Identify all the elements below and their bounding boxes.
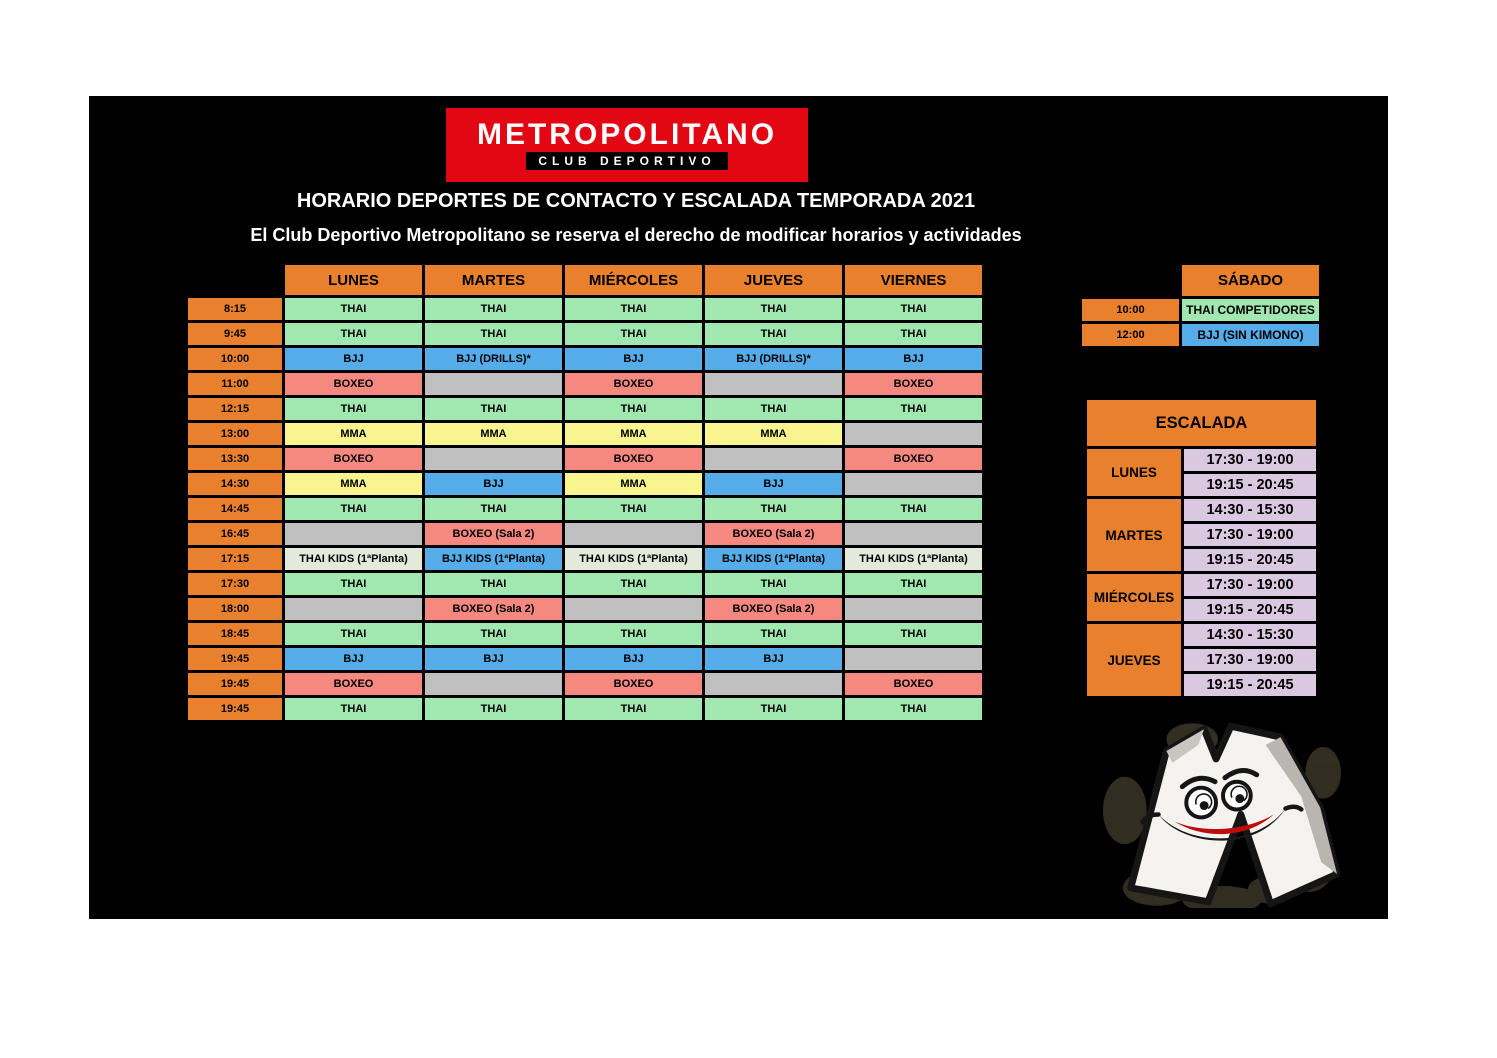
activity-cell-thai: THAI [705, 573, 842, 595]
time-cell-1000: 10:00 [1082, 299, 1179, 321]
time-cell-2: 10:00 [188, 348, 282, 370]
activity-cell-empty [285, 523, 422, 545]
activity-cell-thai: THAI [425, 298, 562, 320]
time-cell-8: 14:45 [188, 498, 282, 520]
activity-cell-thai: THAI [845, 398, 982, 420]
club-logo [446, 108, 808, 182]
time-cell-4: 12:15 [188, 398, 282, 420]
activity-cell-thaikids1planta: THAI KIDS (1ªPlanta) [565, 548, 702, 570]
activity-cell-empty [845, 598, 982, 620]
activity-cell-boxeo: BOXEO [565, 673, 702, 695]
activity-cell-mma: MMA [565, 473, 702, 495]
activity-cell-boxeo: BOXEO [285, 373, 422, 395]
club-logo-brand: METROPOLITANO [476, 118, 778, 151]
climbing-slot-cell: 19:15 - 20:45 [1184, 474, 1316, 496]
time-cell-12: 18:00 [188, 598, 282, 620]
activity-cell-thai: THAI [425, 698, 562, 720]
activity-cell-empty [285, 598, 422, 620]
activity-cell-empty [425, 373, 562, 395]
time-cell-10: 17:15 [188, 548, 282, 570]
time-cell-7: 14:30 [188, 473, 282, 495]
activity-cell-thai: THAI [285, 498, 422, 520]
activity-cell-mma: MMA [285, 473, 422, 495]
activity-cell-boxeo: BOXEO [565, 373, 702, 395]
climbing-day-miercoles: MIÉRCOLES [1087, 574, 1181, 621]
climbing-slot-cell: 19:15 - 20:45 [1184, 549, 1316, 571]
time-cell-13: 18:45 [188, 623, 282, 645]
activity-cell-thai: THAI [565, 398, 702, 420]
activity-cell-thai: THAI [705, 698, 842, 720]
club-mascot-m-icon [1097, 713, 1345, 908]
activity-cell-mma: MMA [285, 423, 422, 445]
activity-cell-thaicompetidores: THAI COMPETIDORES [1182, 299, 1319, 321]
climbing-header: ESCALADA [1087, 400, 1316, 446]
climbing-slot-cell: 14:30 - 15:30 [1184, 624, 1316, 646]
activity-cell-bjj: BJJ [845, 348, 982, 370]
activity-cell-thai: THAI [565, 298, 702, 320]
activity-cell-bjjkids1planta: BJJ KIDS (1ªPlanta) [705, 548, 842, 570]
page-subtitle: El Club Deportivo Metropolitano se reserva el derecho de modificar horarios y actividades [250, 225, 1022, 245]
activity-cell-mma: MMA [705, 423, 842, 445]
activity-cell-empty [565, 523, 702, 545]
activity-cell-boxeo: BOXEO [285, 673, 422, 695]
time-cell-1200: 12:00 [1082, 324, 1179, 346]
climbing-slot-cell: 19:15 - 20:45 [1184, 674, 1316, 696]
time-cell-16: 19:45 [188, 698, 282, 720]
day-header-miercoles: MIÉRCOLES [565, 265, 702, 295]
activity-cell-empty [845, 423, 982, 445]
time-cell-9: 16:45 [188, 523, 282, 545]
activity-cell-bjj: BJJ [425, 473, 562, 495]
mascot-body [1131, 726, 1337, 904]
activity-cell-bjjdrills: BJJ (DRILLS)* [705, 348, 842, 370]
activity-cell-thai: THAI [285, 323, 422, 345]
time-cell-6: 13:30 [188, 448, 282, 470]
activity-cell-mma: MMA [425, 423, 562, 445]
time-cell-5: 13:00 [188, 423, 282, 445]
day-header-sabado: SÁBADO [1182, 265, 1319, 296]
activity-cell-thai: THAI [425, 323, 562, 345]
corner-spacer [188, 265, 282, 295]
activity-cell-boxeo: BOXEO [845, 448, 982, 470]
activity-cell-thaikids1planta: THAI KIDS (1ªPlanta) [845, 548, 982, 570]
time-cell-14: 19:45 [188, 648, 282, 670]
activity-cell-bjj: BJJ [705, 648, 842, 670]
weekly-schedule-table [186, 263, 984, 722]
activity-cell-thai: THAI [285, 298, 422, 320]
activity-cell-thai: THAI [845, 498, 982, 520]
time-cell-11: 17:30 [188, 573, 282, 595]
schedule-poster [89, 96, 1388, 919]
activity-cell-thai: THAI [705, 398, 842, 420]
climbing-slot-cell: 14:30 - 15:30 [1184, 499, 1316, 521]
activity-cell-thai: THAI [845, 298, 982, 320]
activity-cell-bjj: BJJ [705, 473, 842, 495]
day-header-lunes: LUNES [285, 265, 422, 295]
activity-cell-empty [425, 448, 562, 470]
corner-spacer [1082, 265, 1179, 296]
climbing-slot-cell: 19:15 - 20:45 [1184, 599, 1316, 621]
activity-cell-bjjsinkimono: BJJ (SIN KIMONO) [1182, 324, 1319, 346]
day-header-jueves: JUEVES [705, 265, 842, 295]
activity-cell-thai: THAI [705, 498, 842, 520]
activity-cell-empty [845, 523, 982, 545]
climbing-slot-cell: 17:30 - 19:00 [1184, 574, 1316, 596]
activity-cell-boxeo: BOXEO [565, 448, 702, 470]
club-logo-division: CLUB DEPORTIVO [526, 152, 727, 170]
activity-cell-thai: THAI [425, 498, 562, 520]
activity-cell-bjjdrills: BJJ (DRILLS)* [425, 348, 562, 370]
page-title: HORARIO DEPORTES DE CONTACTO Y ESCALADA TEMPORADA 2021 [296, 190, 976, 212]
activity-cell-boxeosala2: BOXEO (Sala 2) [705, 598, 842, 620]
activity-cell-boxeo: BOXEO [845, 373, 982, 395]
activity-cell-empty [705, 448, 842, 470]
activity-cell-thai: THAI [285, 698, 422, 720]
activity-cell-thai: THAI [845, 323, 982, 345]
climbing-slot-cell: 17:30 - 19:00 [1184, 524, 1316, 546]
activity-cell-boxeosala2: BOXEO (Sala 2) [425, 598, 562, 620]
activity-cell-thai: THAI [425, 573, 562, 595]
activity-cell-thai: THAI [705, 623, 842, 645]
activity-cell-thai: THAI [845, 573, 982, 595]
activity-cell-mma: MMA [565, 423, 702, 445]
activity-cell-empty [845, 648, 982, 670]
time-cell-3: 11:00 [188, 373, 282, 395]
time-cell-0: 8:15 [188, 298, 282, 320]
climbing-day-martes: MARTES [1087, 499, 1181, 571]
activity-cell-thai: THAI [285, 573, 422, 595]
activity-cell-thai: THAI [425, 398, 562, 420]
climbing-slot-cell: 17:30 - 19:00 [1184, 649, 1316, 671]
activity-cell-thai: THAI [285, 623, 422, 645]
activity-cell-empty [425, 673, 562, 695]
climbing-day-lunes: LUNES [1087, 449, 1181, 496]
activity-cell-thai: THAI [705, 298, 842, 320]
activity-cell-thai: THAI [285, 398, 422, 420]
activity-cell-thai: THAI [845, 698, 982, 720]
activity-cell-thai: THAI [565, 323, 702, 345]
activity-cell-boxeosala2: BOXEO (Sala 2) [705, 523, 842, 545]
activity-cell-thai: THAI [565, 623, 702, 645]
activity-cell-bjj: BJJ [285, 648, 422, 670]
activity-cell-bjj: BJJ [565, 348, 702, 370]
saturday-schedule-table [1080, 263, 1321, 348]
activity-cell-boxeo: BOXEO [285, 448, 422, 470]
day-header-martes: MARTES [425, 265, 562, 295]
climbing-day-jueves: JUEVES [1087, 624, 1181, 696]
day-header-viernes: VIERNES [845, 265, 982, 295]
activity-cell-empty [565, 598, 702, 620]
activity-cell-boxeosala2: BOXEO (Sala 2) [425, 523, 562, 545]
activity-cell-thai: THAI [565, 573, 702, 595]
activity-cell-thai: THAI [425, 623, 562, 645]
activity-cell-thai: THAI [705, 323, 842, 345]
activity-cell-thai: THAI [565, 698, 702, 720]
activity-cell-empty [845, 473, 982, 495]
activity-cell-thai: THAI [845, 623, 982, 645]
activity-cell-empty [705, 373, 842, 395]
climbing-schedule-table [1085, 398, 1318, 698]
activity-cell-thaikids1planta: THAI KIDS (1ªPlanta) [285, 548, 422, 570]
activity-cell-bjj: BJJ [425, 648, 562, 670]
activity-cell-bjj: BJJ [285, 348, 422, 370]
activity-cell-bjj: BJJ [565, 648, 702, 670]
climbing-slot-cell: 17:30 - 19:00 [1184, 449, 1316, 471]
activity-cell-boxeo: BOXEO [845, 673, 982, 695]
time-cell-15: 19:45 [188, 673, 282, 695]
time-cell-1: 9:45 [188, 323, 282, 345]
activity-cell-empty [705, 673, 842, 695]
activity-cell-thai: THAI [565, 498, 702, 520]
activity-cell-bjjkids1planta: BJJ KIDS (1ªPlanta) [425, 548, 562, 570]
